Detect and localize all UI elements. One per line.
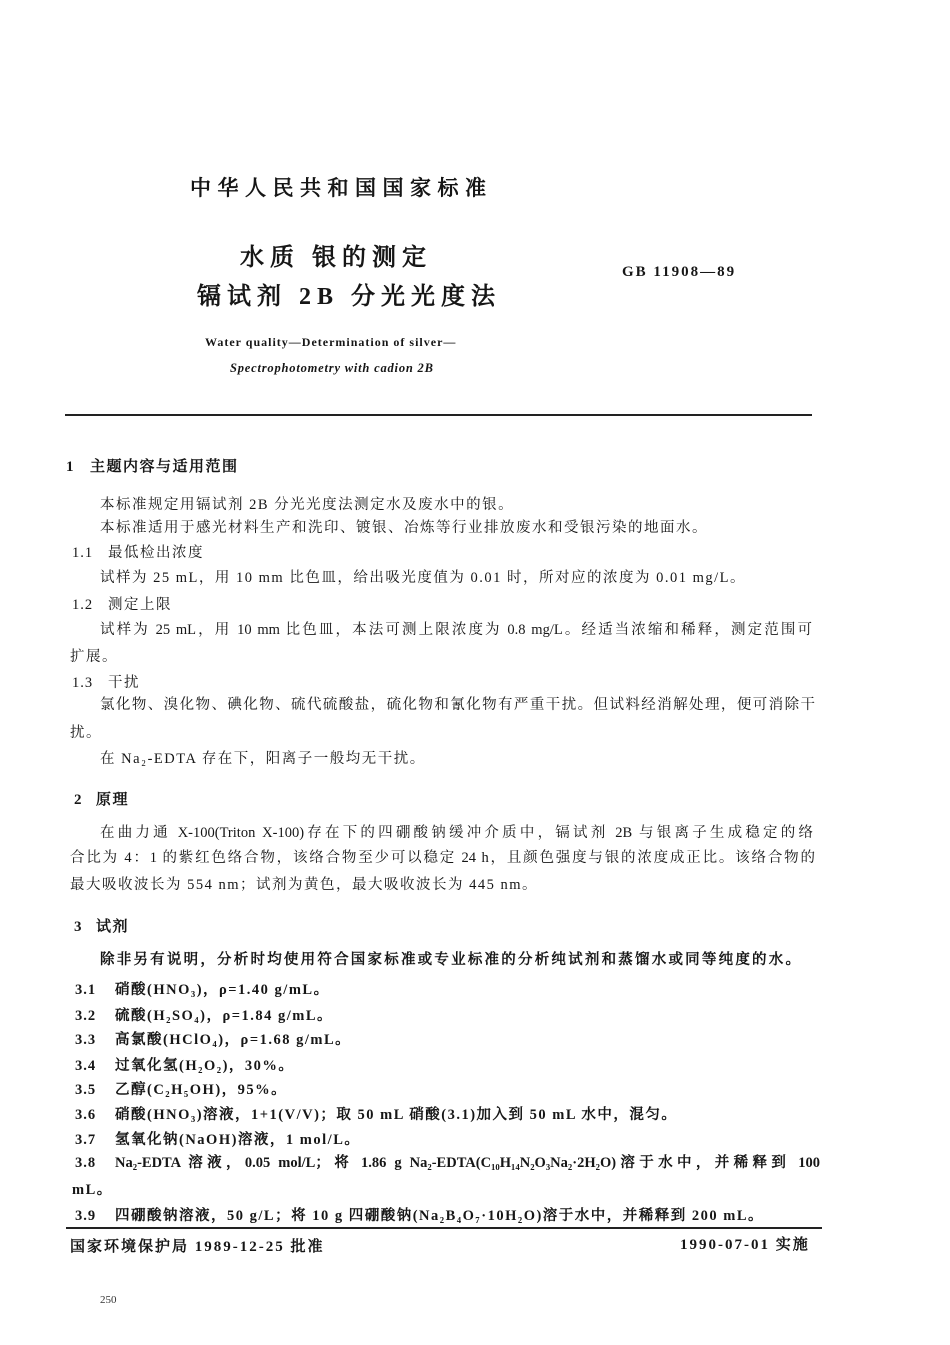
- item-number: 3.3: [75, 1032, 97, 1048]
- item-number: 3.2: [75, 1008, 97, 1024]
- paragraph-line: 氯化物、溴化物、碘化物、硫代硫酸盐，硫化物和氰化物有严重干扰。但试料经消解处理，便可消除干: [100, 697, 815, 713]
- item-text: Na₂-EDTA 溶液，0.05 mol/L；将 1.86 g Na₂-EDTA(C₁₀H₁₄N₂O₃Na₂·2H₂O)溶于水中，并稀释到 100: [115, 1155, 820, 1171]
- section-number: 3: [74, 919, 83, 935]
- paragraph-line: 合比为 4：1 的紫红色络合物，该络合物至少可以稳定 24 h，且颜色强度与银的浓度成正比。该络合物的: [70, 850, 815, 866]
- subsection-title: 测定上限: [108, 597, 172, 613]
- subsection-number: 1.1: [72, 545, 94, 561]
- section-title: 原理: [96, 792, 130, 808]
- standard-org-heading: 中华人民共和国国家标准: [190, 176, 493, 200]
- title-line-2: 镉试剂 2B 分光光度法: [197, 284, 502, 310]
- header-divider: [65, 414, 812, 416]
- paragraph-line: 扩展。: [70, 649, 118, 665]
- title-line-1: 水质 银的测定: [240, 245, 432, 271]
- item-number: 3.4: [75, 1058, 97, 1074]
- item-text: 硝酸(HNO₃)溶液，1+1(V/V)；取 50 mL 硝酸(3.1)加入到 50 mL 水中，混匀。: [115, 1107, 678, 1123]
- item-number: 3.7: [75, 1132, 97, 1148]
- item-number: 3.6: [75, 1107, 97, 1123]
- subsection-title: 最低检出浓度: [108, 545, 204, 561]
- item-text: 高氯酸(HClO₄)，ρ=1.68 g/mL。: [115, 1032, 352, 1048]
- subsection-number: 1.3: [72, 675, 94, 691]
- item-text-continued: mL。: [72, 1182, 113, 1198]
- paragraph-line: 除非另有说明，分析时均使用符合国家标准或专业标准的分析纯试剂和蒸馏水或同等纯度的水。: [100, 952, 800, 968]
- paragraph-line: 试样为 25 mL，用 10 mm 比色皿，本法可测上限浓度为 0.8 mg/L。经适当浓缩和稀释，测定范围可: [100, 622, 812, 638]
- section-number: 2: [74, 792, 83, 808]
- paragraph-line: 试样为 25 mL，用 10 mm 比色皿，给出吸光度值为 0.01 时，所对应的浓度为 0.01 mg/L。: [100, 570, 746, 586]
- english-title-line-2: Spectrophotometry with cadion 2B: [230, 361, 434, 375]
- item-text: 过氧化氢(H₂O₂)，30%。: [115, 1058, 295, 1074]
- section-title: 试剂: [96, 919, 130, 935]
- item-number: 3.8: [75, 1155, 97, 1171]
- standard-number: GB 11908—89: [622, 264, 737, 280]
- item-number: 3.9: [75, 1208, 97, 1224]
- approval-line: 国家环境保护局 1989-12-25 批准: [70, 1239, 325, 1255]
- item-number: 3.1: [75, 982, 97, 998]
- item-text: 氢氧化钠(NaOH)溶液，1 mol/L。: [115, 1132, 361, 1148]
- paragraph-line: 本标准适用于感光材料生产和洗印、镀银、冶炼等行业排放废水和受银污染的地面水。: [100, 520, 708, 536]
- paragraph-line: 在曲力通 X-100(Triton X-100)存在下的四硼酸钠缓冲介质中，镉试剂 2B 与银离子生成稳定的络: [100, 825, 813, 841]
- paragraph-line: 本标准规定用镉试剂 2B 分光光度法测定水及废水中的银。: [100, 497, 515, 513]
- effective-date: 1990-07-01 实施: [680, 1237, 810, 1253]
- paragraph-line: 最大吸收波长为 554 nm；试剂为黄色，最大吸收波长为 445 nm。: [70, 877, 539, 893]
- subsection-number: 1.2: [72, 597, 94, 613]
- item-number: 3.5: [75, 1082, 97, 1098]
- section-number: 1: [66, 459, 75, 475]
- item-text: 硫酸(H₂SO₄)，ρ=1.84 g/mL。: [115, 1008, 334, 1024]
- item-text: 硝酸(HNO₃)，ρ=1.40 g/mL。: [115, 982, 330, 998]
- section-title: 主题内容与适用范围: [90, 459, 239, 475]
- page-number: 250: [100, 1294, 117, 1306]
- item-text: 乙醇(C₂H₅OH)，95%。: [115, 1082, 288, 1098]
- item-text: 四硼酸钠溶液，50 g/L；将 10 g 四硼酸钠(Na₂B₄O₇·10H₂O)溶于水中，并稀释到 200 mL。: [115, 1208, 765, 1224]
- subsection-title: 干扰: [108, 675, 140, 691]
- paragraph-line: 扰。: [70, 725, 102, 741]
- footer-divider: [66, 1227, 822, 1229]
- english-title-line-1: Water quality—Determination of silver—: [205, 335, 457, 349]
- paragraph-line: 在 Na₂-EDTA 存在下，阳离子一般均无干扰。: [100, 751, 426, 767]
